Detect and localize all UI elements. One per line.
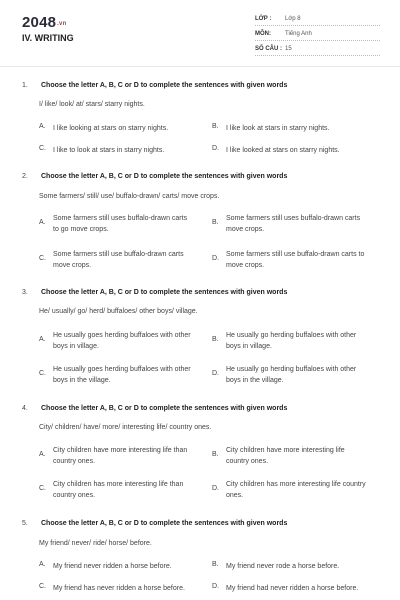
question-3-title: Choose the letter A, B, C or D to complete the sentences with given words xyxy=(41,289,288,296)
option-text: Some farmers still use buffalo-drawn carts to move crops. xyxy=(226,251,365,269)
question-4-prompt: City/ children/ have/ more/ interesting life/ country ones. xyxy=(39,424,212,431)
option-text: I like to look at stars in starry nights. xyxy=(53,147,165,154)
option-text: He usually go herding buffaloes with other boys in the village. xyxy=(226,366,357,384)
option-text: He usually go herding buffaloes with other boys in village. xyxy=(226,332,357,350)
option-text: He usually goes herding buffaloes with other boys in village. xyxy=(53,332,191,350)
option-letter: D. xyxy=(212,485,219,492)
meta-count-label: SỐ CÂU : xyxy=(255,46,282,52)
question-2-prompt: Some farmers/ still/ use/ buffalo-drawn/ carts/ move crops. xyxy=(39,193,220,200)
option-text: Some farmers still use buffalo-drawn carts move crops. xyxy=(53,251,184,269)
option-text: City children have more interesting life than country ones. xyxy=(53,447,188,465)
option-text: My friend has never ridden a horse before. xyxy=(53,585,185,592)
option-text: City children has more interesting life country ones. xyxy=(226,481,366,499)
option-text: Some farmers still uses buffalo-drawn carts move crops. xyxy=(226,215,361,233)
question-5-prompt: My friend/ never/ ride/ horse/ before. xyxy=(39,540,152,547)
option-text: I like looked at stars on starry nights. xyxy=(226,147,340,154)
option-text: My friend had never ridden a horse before. xyxy=(226,585,359,592)
option-letter: B. xyxy=(212,451,219,458)
logo-main: 2048 xyxy=(22,14,57,31)
option-text: City children has more interesting life than country ones. xyxy=(53,481,184,499)
option-letter: A. xyxy=(39,451,46,458)
option-letter: B. xyxy=(212,219,219,226)
meta-subject-label: MÔN: xyxy=(255,31,271,37)
question-2-title: Choose the letter A, B, C or D to complete the sentences with given words xyxy=(41,173,288,180)
option-text: City children have more interesting life country ones. xyxy=(226,447,345,465)
option-letter: A. xyxy=(39,336,46,343)
meta-class-value: Lớp 8 xyxy=(285,16,301,22)
option-letter: B. xyxy=(212,561,219,568)
question-5-number: 5. xyxy=(22,520,28,527)
meta-class-row xyxy=(255,14,380,26)
option-text: I like looking at stars on starry nights. xyxy=(53,125,169,132)
question-1-title: Choose the letter A, B, C or D to complete the sentences with given words xyxy=(41,82,288,89)
option-letter: D. xyxy=(212,583,219,590)
meta-subject-value: Tiếng Anh xyxy=(285,31,312,37)
site-logo[interactable] xyxy=(22,14,66,31)
question-3-number: 3. xyxy=(22,289,28,296)
option-letter: D. xyxy=(212,255,219,262)
question-1-prompt: I/ like/ look/ at/ stars/ starry nights. xyxy=(39,101,145,108)
option-letter: C. xyxy=(39,485,46,492)
meta-class-label: LỚP : xyxy=(255,16,272,22)
page-header xyxy=(0,0,400,66)
option-text: I like look at stars in starry nights. xyxy=(226,125,330,132)
option-letter: B. xyxy=(212,336,219,343)
meta-subject-row xyxy=(255,29,380,41)
section-title: IV. WRITING xyxy=(22,33,74,43)
option-text: Some farmers still uses buffalo-drawn carts to go move crops. xyxy=(53,215,188,233)
option-letter: C. xyxy=(39,145,46,152)
meta-count-row xyxy=(255,44,380,56)
option-letter: D. xyxy=(212,370,219,377)
question-2-number: 2. xyxy=(22,173,28,180)
option-letter: D. xyxy=(212,145,219,152)
option-letter: A. xyxy=(39,123,46,130)
option-text: My friend never ridden a horse before. xyxy=(53,563,172,570)
option-letter: A. xyxy=(39,219,46,226)
logo-suffix: .vn xyxy=(57,21,67,27)
question-3-prompt: He/ usually/ go/ herd/ buffaloes/ other boys/ village. xyxy=(39,308,198,315)
option-letter: C. xyxy=(39,255,46,262)
option-letter: C. xyxy=(39,370,46,377)
question-4-title: Choose the letter A, B, C or D to complete the sentences with given words xyxy=(41,405,288,412)
question-5-title: Choose the letter A, B, C or D to complete the sentences with given words xyxy=(41,520,288,527)
question-4-number: 4. xyxy=(22,405,28,412)
option-text: My friend never rode a horse before. xyxy=(226,563,340,570)
option-letter: B. xyxy=(212,123,219,130)
option-letter: A. xyxy=(39,561,46,568)
meta-count-value: 15 xyxy=(285,46,292,52)
header-divider xyxy=(0,66,400,67)
option-text: He usually goes herding buffaloes with other boys in the village. xyxy=(53,366,191,384)
option-letter: C. xyxy=(39,583,46,590)
question-1-number: 1. xyxy=(22,82,28,89)
